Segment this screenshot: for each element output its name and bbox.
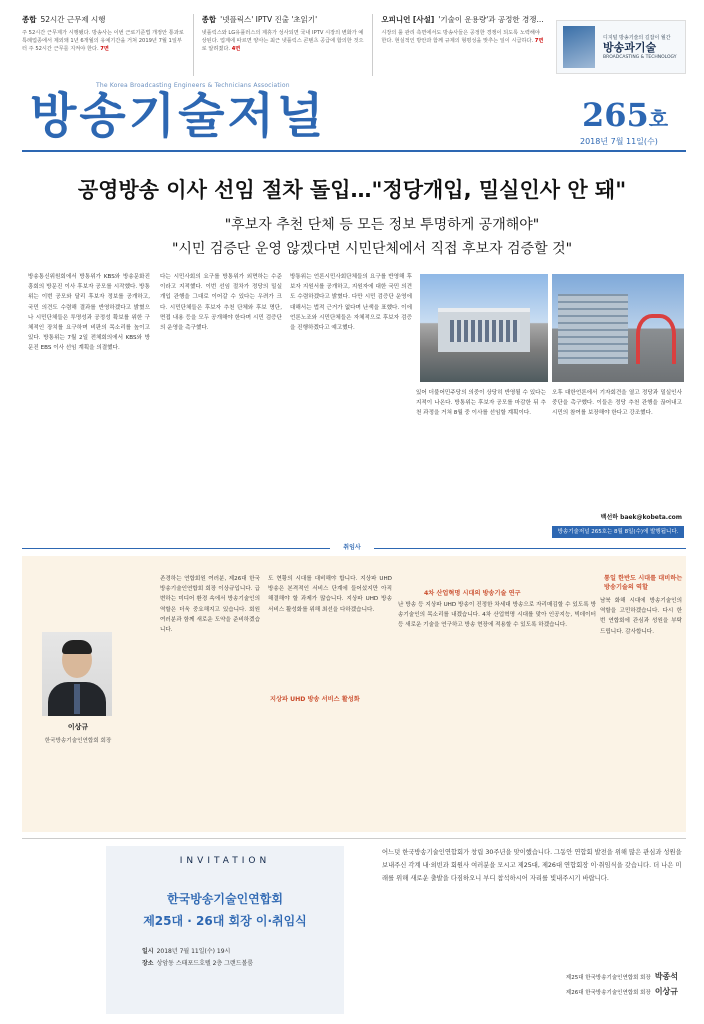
teaser-page-ref: 4면 (231, 46, 241, 52)
issue-number-unit: 호 (648, 107, 669, 131)
teaser-body-text: 넷플릭스와 LG유플러스의 제휴가 성사되면 국내 IPTV 시장의 변화가 예상된다. 업계에 따르면 양사는 최근 넷플릭스 콘텐츠 공급에 합의한 것으로 알려졌다. (201, 30, 364, 52)
teaser-section: 오피니언 [사설] (381, 15, 435, 24)
main-headline[interactable]: 공영방송 이사 선임 절차 돌입…"정당개입, 밀실인사 안 돼" (77, 178, 627, 202)
invitation-date (142, 946, 230, 955)
building-shape (558, 294, 628, 364)
magazine-ad-text (603, 34, 677, 60)
teaser-body (202, 29, 365, 53)
teaser-section: 종합 (22, 15, 37, 24)
invitation-signature (382, 985, 678, 1000)
invitation-venue-label: 장소 (142, 960, 154, 967)
interview-column (600, 574, 682, 826)
front-teasers (22, 14, 552, 76)
magazine-ad-title: 방송과기술 (603, 41, 657, 54)
invitation-signatures (382, 970, 678, 1000)
teaser-headline (381, 14, 544, 26)
masthead-divider (22, 150, 686, 152)
invitation-date-value: 2018년 7월 11일(수) 19시 (156, 948, 231, 955)
invitation-divider (22, 838, 686, 839)
magazine-ad[interactable] (556, 20, 686, 74)
teaser-page-ref: 7면 (100, 46, 109, 52)
sculpture-shape (636, 314, 676, 364)
next-issue-notice: 방송기술저널 265호는 8월 8일(수)에 발행됩니다. (552, 526, 684, 538)
invitation-venue (142, 958, 253, 967)
teaser-title: 52시간 근무제 시행 (40, 15, 106, 24)
interview-column-text: 도 현황의 시대를 대비해야 합니다. 지상파 UHD 방송은 본격적인 서비스 단계에 들어섰지만 아직 해결해야 할 과제가 많습니다. 지상파 UHD 방송 서비스 활성화를 위해 최선을 다하겠습니다. (268, 576, 392, 613)
portrait-name: 이상규 (67, 723, 89, 731)
teaser-headline (202, 14, 365, 26)
building-windows (450, 320, 520, 342)
building-photo (552, 274, 684, 382)
article-byline[interactable]: 백선하 baek@kobeta.com (600, 514, 682, 521)
signature-name: 박종석 (654, 972, 678, 981)
invitation-event: 제25대 · 26대 회장 이·취임식 (143, 914, 307, 928)
article-column: 다는 시민사회의 요구를 방통위가 외면하는 수준이라고 지적했다. 이번 선임 절차가 정당의 밀실 개입 관행을 그대로 이어갈 수 있다는 우려가 크다. 시민단체들은 후보자 추천 단체와 후보 명단, 면접 내용 등을 모두 공개해야 한다며 시민 검증단의 운영을 촉구했다. (160, 274, 282, 332)
interview-subheading: 지상파 UHD 방송 서비스 활성화 (270, 696, 360, 703)
building-photo (420, 274, 548, 382)
invitation-venue-value: 상암동 스태포드호텔 2층 그랜드볼룸 (156, 960, 254, 967)
subheadline: "시민 검증단 운영 않겠다면 시민단체에서 직접 후보자 검증할 것" (171, 241, 573, 257)
subheadline: "후보자 추천 단체 등 모든 정보 투명하게 공개해야" (224, 217, 540, 233)
portrait-tie (74, 684, 80, 714)
magazine-cover-image (563, 26, 595, 68)
interview-column: 존경하는 연합회원 여러분, 제26대 한국방송기술인연합회 회장 이상규입니다. 급변하는 미디어 환경 속에서 방송기술인의 역할은 더욱 중요해지고 있습니다. 회원 여러분과 함께 새로운 도약을 준비하겠습니다. (160, 576, 260, 634)
issue-number-value: 265 (582, 96, 649, 134)
invitation-message: 어느덧 한국방송기술인연합회가 창립 30주년을 맞이했습니다. 그동안 연합회 발전을 위해 많은 관심과 성원을 보내주신 각계 내·외빈과 회원사 여러분을 모시고 제25대, 제26대 연합회장 이·취임식을 갖습니다. 더 나은 미래를 위해 새로운 출발을 다짐하오니 부디 참석하시어 자리를 빛내주시기 바랍니다. (382, 849, 682, 882)
teaser-title: '넷플릭스' IPTV 진출 '초읽기' (220, 15, 318, 24)
teaser-item[interactable] (193, 14, 373, 76)
portrait-hair (62, 640, 92, 654)
interview-column (398, 574, 596, 826)
invitation-date-label: 일시 (142, 948, 154, 955)
teaser-title: '기술이 운용량'과 공정한 경쟁... (438, 15, 544, 24)
interview-subheading: 통일 한반도 시대를 대비하는 방송기술의 역할 (604, 575, 683, 591)
teaser-body (22, 29, 185, 53)
article-column: 방송통신위원회에서 방통위가 KBS와 방송문화진흥회의 방문진 이사 후보자 공모를 시작했다. 방통위는 이번 공모와 달리 후보자 정보를 공개하고, 국민 의견도 수렴해 결과를 반영하겠다고 밝혔으나 시민단체들은 투명성과 공정성 확보를 위한 구체적인 장치를 요구하며 비판의 목소리를 높이고 있다. 방통위는 7월 2일 전체회의에서 KBS와 방문진 EBS 이사 선임 계획을 의결했다. (28, 274, 150, 352)
portrait-role: 한국방송기술인연합회 회장 (44, 738, 112, 744)
invitation-card (106, 846, 344, 1014)
signature-name: 이상규 (654, 987, 678, 996)
signature-role: 제26대 한국방송기술인연합회 회장 (565, 990, 651, 996)
interview-column-text: 남북 화해 시대에 방송기술인의 역할을 고민하겠습니다. 다시 한번 연합회에 관심과 성원을 부탁드립니다. 감사합니다. (600, 598, 682, 635)
magazine-ad-tagline: 디지털 방송기술의 길잡이 월간 (603, 35, 671, 41)
teaser-headline (22, 14, 185, 26)
teaser-item[interactable] (372, 14, 552, 76)
interview-column-text: 난 방송 등 지상파 UHD 방송이 진정한 차세대 방송으로 자리매김할 수 있도록 방송기술인의 목소리를 내겠습니다. 4차 산업혁명 시대를 맞아 인공지능, 빅데이터 등 새로운 기술을 연구하고 방송 현장에 적용할 수 있도록 하겠습니다. (398, 602, 596, 629)
article-column: 방통위는 언론시민사회단체들의 요구를 반영해 후보자 지원서를 공개하고, 지원자에 대한 국민 의견도 수렴하겠다고 밝혔다. 다만 시민 검증단 운영에 대해서는 법적 근거가 없다며 난색을 표했다. 이에 언론노조와 시민단체들은 자체적으로 후보자 검증을 진행하겠다고 예고했다. (290, 274, 412, 332)
issue-date: 2018년 7월 11일(수) (580, 137, 658, 146)
issue-number (582, 96, 668, 134)
invitation-organization: 한국방송기술인연합회 (167, 892, 283, 906)
teaser-body-text: 주 52시간 근무제가 시행됐다. 방송사는 이번 근로기준법 개정안 통과로 특례업종에서 제외돼 1년 6개월의 유예기간을 거쳐 2019년 7월 1일부터 주 52시간 근무를 지켜야 한다. (22, 30, 184, 52)
section-tag: 취임사 (330, 542, 374, 554)
teaser-item[interactable] (22, 14, 193, 76)
magazine-ad-english: BROADCASTING & TECHNOLOGY (603, 55, 677, 60)
invitation-signature (382, 970, 678, 985)
article-column: 있어 더불어민주당의 의중이 상당히 반영될 수 있다는 지적이 나온다. 방통위는 후보자 공모를 마감한 뒤 추천 과정을 거쳐 8월 중 이사를 선임할 계획이다. (416, 390, 546, 417)
masthead-logo[interactable]: 방송기술저널 (30, 88, 327, 144)
teaser-section: 종합 (201, 15, 217, 24)
article-column: 오후 대한언론에서 기자회견을 열고 정당과 밀실인사 중단을 촉구했다. 이들은 정당 추천 관행을 끊어내고 시민의 참여를 보장해야 한다고 강조했다. (552, 390, 682, 417)
teaser-body (381, 29, 544, 45)
interview-subheading: 4차 산업혁명 시대의 방송기술 연구 (424, 590, 521, 597)
teaser-page-ref: 7면 (534, 38, 544, 44)
signature-role: 제25대 한국방송기술인연합회 회장 (565, 975, 651, 981)
president-portrait (42, 632, 112, 716)
masthead-subtitle: The Korea Broadcasting Engineers & Technicians Association (96, 82, 290, 89)
teaser-body-text: 시장의 룰 관리 측면에서도 방송사들은 공정한 경쟁이 되도록 노력해야 한다. 현실적인 방안과 함께 규제의 형평성을 맞추는 일이 시급하다. (381, 30, 540, 44)
invitation-title: INVITATION (179, 856, 271, 866)
